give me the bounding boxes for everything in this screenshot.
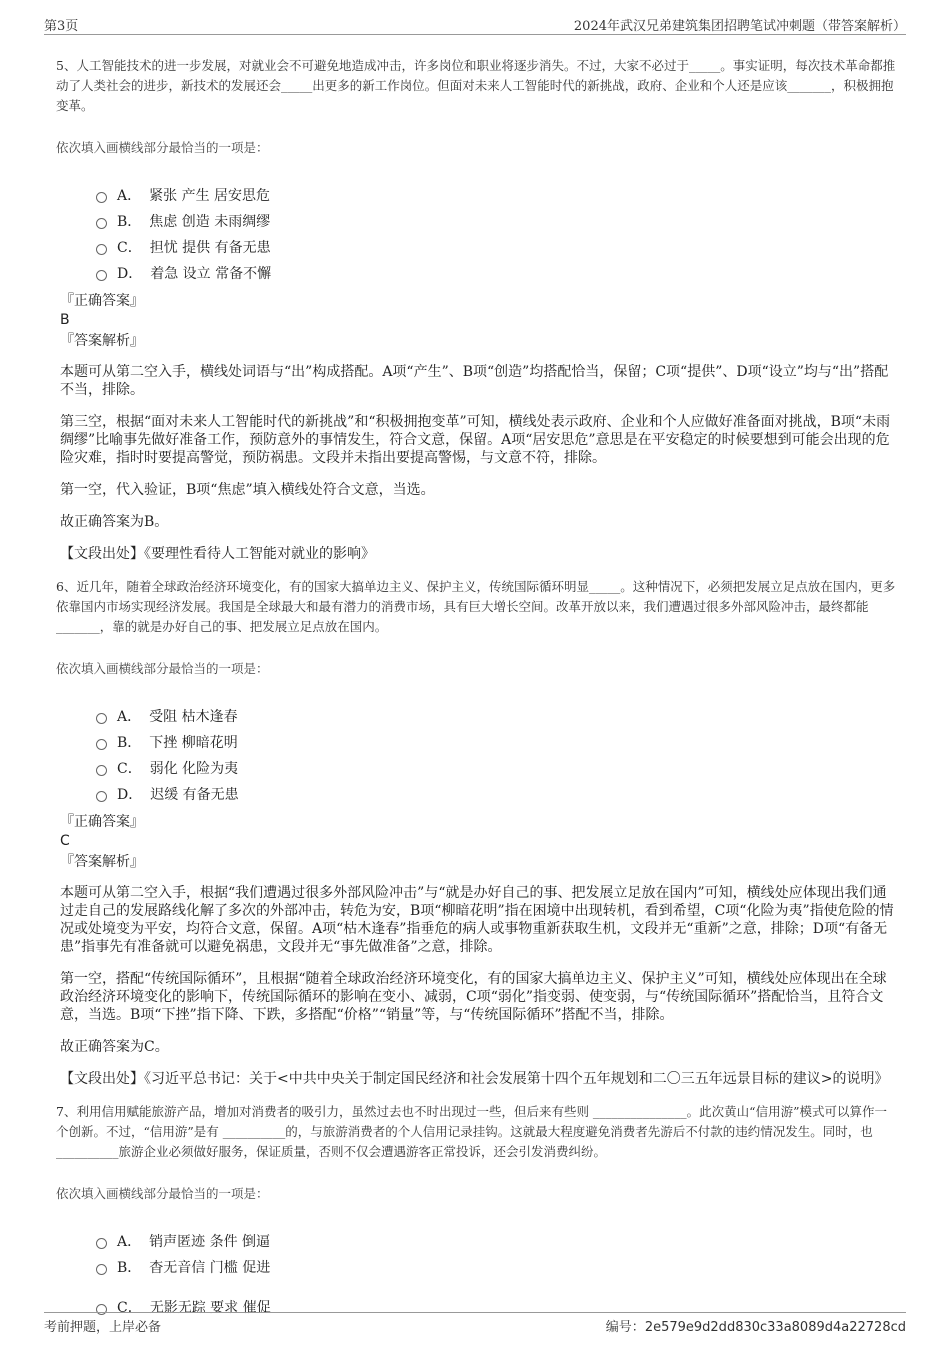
code-label: 编号：	[605, 1320, 645, 1335]
option-b[interactable]: B． 下挫 柳暗花明	[96, 729, 898, 755]
document-body	[56, 56, 898, 1320]
analysis-label: 『答案解析』	[60, 854, 144, 870]
analysis-label: 『答案解析』	[60, 333, 144, 349]
question-prompt: 依次填入画横线部分最恰当的一项是：	[56, 661, 269, 676]
option-a[interactable]: A． 销声匿迹 条件 倒逼	[96, 1228, 898, 1254]
analysis-paragraph: 本题可从第二空入手，根据“我们遭遇过很多外部风险冲击”与“就是办好自己的事、把发展立足放在国内”可知，横线处应体现出我们通过走自己的发展路线化解了多次的外部冲击，转危为安，B项“柳暗花明”指在困境中出现转机，看到希望，C项“化险为夷”指使危险的情况或处境变为平安，均符合文意，保留。A项“枯木逢春”指垂危的病人或事物重新获取生机，文段并无“重新”之意，排除；D项“有备无患”指事先有准备就可以避免祸患，文段并无“事先做准备”之意，排除。	[60, 885, 894, 955]
option-list	[96, 703, 898, 807]
option-b[interactable]: B． 杳无音信 门槛 促进	[96, 1254, 898, 1280]
question-text: 7、利用信用赋能旅游产品，增加对消费者的吸引力，虽然过去也不时出现过一些，但后来有些则 _______________。此次黄山“信用游”模式可以算作一个创新。不过，“信用游”是有 __________的，与旅游消费者的个人信用记录挂钩。这就最大程度避免消费者先游后不付款的违约情况发生。同时，也 __________旅游企业必须做好服务，保证质量，否则不仅会遭遇游客正常投诉，还会引发消费纠纷。	[56, 1104, 887, 1159]
radio-icon[interactable]	[96, 192, 107, 203]
document-title: 2024年武汉兄弟建筑集团招聘笔试冲刺题（带答案解析）	[573, 19, 906, 34]
question-text: 5、人工智能技术的进一步发展，对就业会不可避免地造成冲击，许多岗位和职业将逐步消失。不过，大家不必过于_____。事实证明，每次技术革命都推动了人类社会的进步，新技术的发展还会_____出更多的新工作岗位。但面对未来人工智能时代的新挑战，政府、企业和个人还是应该_______，积极拥抱变革。	[56, 58, 896, 113]
radio-icon[interactable]	[96, 765, 107, 776]
source-citation: 【文段出处】《要理性看待人工智能对就业的影响》	[60, 546, 375, 562]
option-list	[96, 1228, 898, 1320]
footer-slogan: 考前押题，上岸必备	[44, 1320, 162, 1335]
question-5	[56, 56, 898, 563]
code-value: 2e579e9d2dd830c33a8089d4a22728cd	[644, 1320, 906, 1335]
radio-icon[interactable]	[96, 739, 107, 750]
radio-icon[interactable]	[96, 218, 107, 229]
source-citation: 【文段出处】《习近平总书记：关于<中共中央关于制定国民经济和社会发展第十四个五年规划和二〇三五年远景目标的建议>的说明》	[60, 1071, 889, 1087]
question-text: 6、近几年，随着全球政治经济环境变化，有的国家大搞单边主义、保护主义，传统国际循环明显_____。这种情况下，必须把发展立足点放在国内，更多依靠国内市场实现经济发展。我国是全球最大和最有潜力的消费市场，具有巨大增长空间。改革开放以来，我们遭遇过很多外部风险冲击，最终都能_______，靠的就是办好自己的事、把发展立足点放在国内。	[56, 579, 896, 634]
answer-value: C	[60, 833, 70, 849]
option-c[interactable]: C． 担忧 提供 有备无患	[96, 234, 898, 260]
analysis-paragraph: 故正确答案为C。	[60, 1039, 169, 1055]
question-prompt: 依次填入画横线部分最恰当的一项是：	[56, 140, 269, 155]
radio-icon[interactable]	[96, 270, 107, 281]
answer-label: 『正确答案』	[60, 814, 144, 830]
question-6	[56, 577, 898, 1088]
analysis-paragraph: 故正确答案为B。	[60, 514, 169, 530]
option-list	[96, 182, 898, 286]
question-prompt: 依次填入画横线部分最恰当的一项是：	[56, 1186, 269, 1201]
option-a[interactable]: A． 受阻 枯木逢春	[96, 703, 898, 729]
option-d[interactable]: D． 着急 设立 常备不懈	[96, 260, 898, 286]
page-footer	[44, 1312, 906, 1333]
analysis-paragraph: 第一空，搭配“传统国际循环”，且根据“随着全球政治经济环境变化，有的国家大搞单边主义、保护主义”可知，横线处应体现出在全球政治经济环境变化的影响下，传统国际循环的影响在变小、减弱，C项“弱化”指变弱、使变弱，与“传统国际循环”搭配恰当，且符合文意，当选。B项“下挫”指下降、下跌，多搭配“价格”“销量”等，与“传统国际循环”搭配不当，排除。	[60, 971, 887, 1023]
analysis-paragraph: 第一空，代入验证，B项“焦虑”填入横线处符合文意，当选。	[60, 482, 435, 498]
question-7	[56, 1102, 898, 1320]
radio-icon[interactable]	[96, 1238, 107, 1249]
option-c[interactable]: C． 弱化 化险为夷	[96, 755, 898, 781]
radio-icon[interactable]	[96, 713, 107, 724]
option-b[interactable]: B． 焦虑 创造 未雨绸缪	[96, 208, 898, 234]
page-number: 第3页	[44, 19, 79, 34]
document-code	[606, 1316, 906, 1335]
radio-icon[interactable]	[96, 1264, 107, 1275]
radio-icon[interactable]	[96, 244, 107, 255]
answer-value: B	[60, 312, 70, 328]
page-header	[44, 12, 906, 35]
analysis-paragraph: 第三空，根据“面对未来人工智能时代的新挑战”和“积极拥抱变革”可知，横线处表示政府、企业和个人应做好准备面对挑战，B项“未雨绸缪”比喻事先做好准备工作，预防意外的事情发生，符合文意，保留。A项“居安思危”意思是在平安稳定的时候要想到可能会出现的危险灾难，指时时要提高警觉，预防祸患。文段并未指出要提高警惕，与文意不符，排除。	[60, 414, 891, 466]
radio-icon[interactable]	[96, 791, 107, 802]
answer-label: 『正确答案』	[60, 293, 144, 309]
option-a[interactable]: A． 紧张 产生 居安思危	[96, 182, 898, 208]
option-d[interactable]: D． 迟缓 有备无患	[96, 781, 898, 807]
analysis-paragraph: 本题可从第二空入手，横线处词语与“出”构成搭配。A项“产生”、B项“创造”均搭配恰当，保留；C项“提供”、D项“设立”均与“出”搭配不当，排除。	[60, 364, 889, 398]
option-c[interactable]: C． 无影无踪 要求 催促	[96, 1294, 898, 1320]
